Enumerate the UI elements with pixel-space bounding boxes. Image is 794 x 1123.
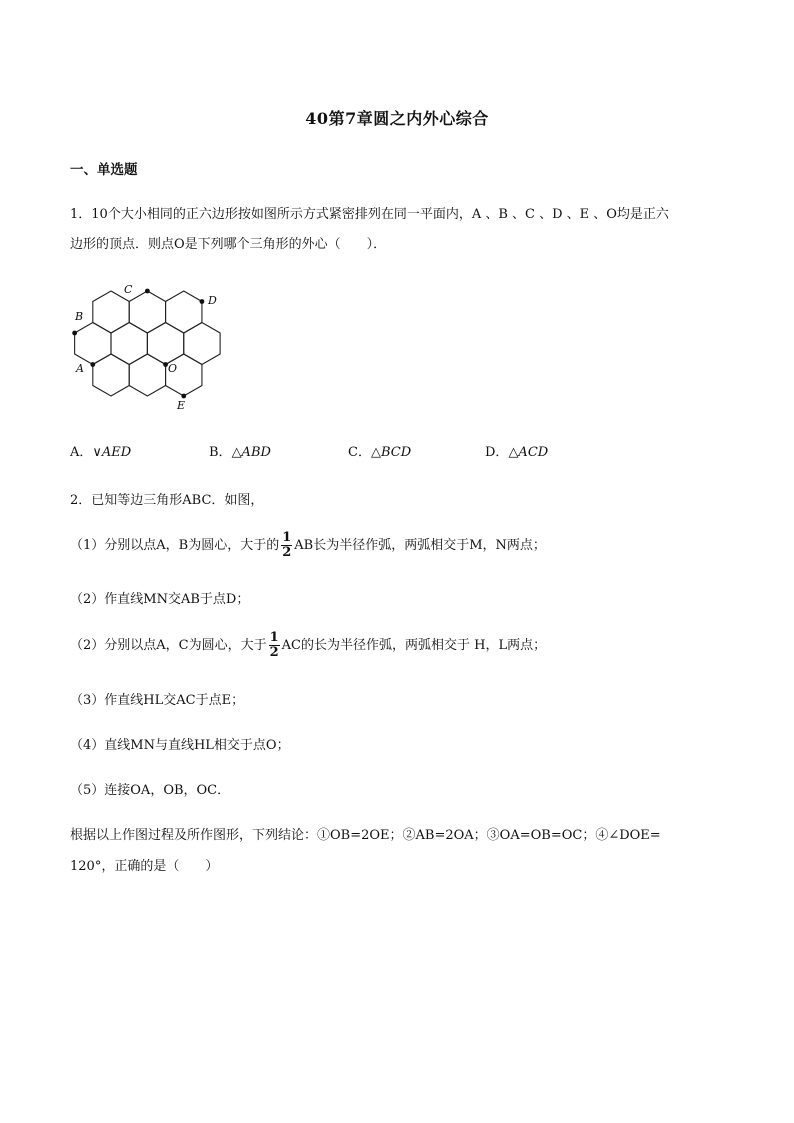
point-d xyxy=(200,299,205,304)
option-c[interactable] xyxy=(348,441,411,460)
option-b[interactable] xyxy=(209,441,271,460)
figure-label-c: C xyxy=(124,283,133,296)
figure-label-e: E xyxy=(177,399,186,412)
option-a-text: ∨AED xyxy=(92,445,132,460)
question-2-step-5: （4）直线MN与直线HL相交于点O； xyxy=(70,738,290,753)
question-1-text-line-1: 1．10个大小相同的正六边形按如图所示方式紧密排列在同一平面内，A 、B 、C 、D 、E 、O均是正六 xyxy=(70,207,669,222)
option-d[interactable] xyxy=(485,441,548,460)
option-d-key: D． xyxy=(485,445,509,460)
question-2-conclusion-line-1: 根据以上作图过程及所作图形，下列结论：①OB=2OE；②AB=2OA；③OA=OB=OC；④∠DOE= xyxy=(70,828,661,843)
hexagon xyxy=(75,323,111,365)
question-1-options xyxy=(70,441,690,461)
point-b xyxy=(72,331,77,336)
page-title: 40第7章圆之内外心综合 xyxy=(305,109,489,128)
figure-label-o: O xyxy=(168,362,178,375)
hexagon xyxy=(111,323,147,365)
step-3-post: AC的长为半径作弧，两弧相交于 H，L两点； xyxy=(281,638,547,653)
question-2-step-1 xyxy=(70,531,546,560)
question-1-text-line-2: 边形的顶点．则点O是下列哪个三角形的外心（ ）． xyxy=(70,237,387,252)
figure-label-d: D xyxy=(208,294,217,307)
point-a xyxy=(90,362,95,367)
step-3-pre: （2）分别以点A，C为圆心，大于 xyxy=(70,638,267,653)
hexagon xyxy=(166,354,202,396)
option-b-key: B． xyxy=(209,445,232,460)
figure-label-a: A xyxy=(76,362,84,375)
hexagon xyxy=(184,323,220,365)
hexagon-figure xyxy=(70,280,240,415)
hexagon xyxy=(93,291,129,333)
hexagon xyxy=(129,354,165,396)
question-2-step-6: （5）连接OA，OB，OC． xyxy=(70,783,231,798)
question-2-step-4: （3）作直线HL交AC于点E； xyxy=(70,693,245,708)
option-c-text: △BCD xyxy=(370,445,412,460)
hexagon xyxy=(129,291,165,333)
section-heading: 一、单选题 xyxy=(70,162,138,178)
option-a-key: A． xyxy=(70,445,93,460)
fraction-half-1: $\frac{1}{2}$ xyxy=(282,530,292,560)
question-2-intro: 2．已知等边三角形ABC．如图， xyxy=(70,493,264,508)
point-e xyxy=(181,394,186,399)
question-2-step-3 xyxy=(70,631,546,660)
option-b-text: △ABD xyxy=(231,445,271,460)
option-c-key: C． xyxy=(348,445,371,460)
option-a[interactable] xyxy=(70,441,131,460)
option-d-text: △ACD xyxy=(508,445,549,460)
fraction-half-2: $\frac{1}{2}$ xyxy=(269,630,279,660)
question-2-step-2: （2）作直线MN交AB于点D； xyxy=(70,592,250,607)
step-1-post: AB长为半径作弧，两弧相交于M，N两点； xyxy=(294,538,546,553)
step-1-pre: （1）分别以点A，B为圆心，大于的 xyxy=(70,538,280,553)
question-2-conclusion-line-2: 120°，正确的是（ ） xyxy=(70,859,219,874)
figure-label-b: B xyxy=(75,310,84,323)
hexagon xyxy=(166,291,202,333)
hexagon xyxy=(93,354,129,396)
point-c xyxy=(145,289,150,294)
hexagon xyxy=(147,323,183,365)
